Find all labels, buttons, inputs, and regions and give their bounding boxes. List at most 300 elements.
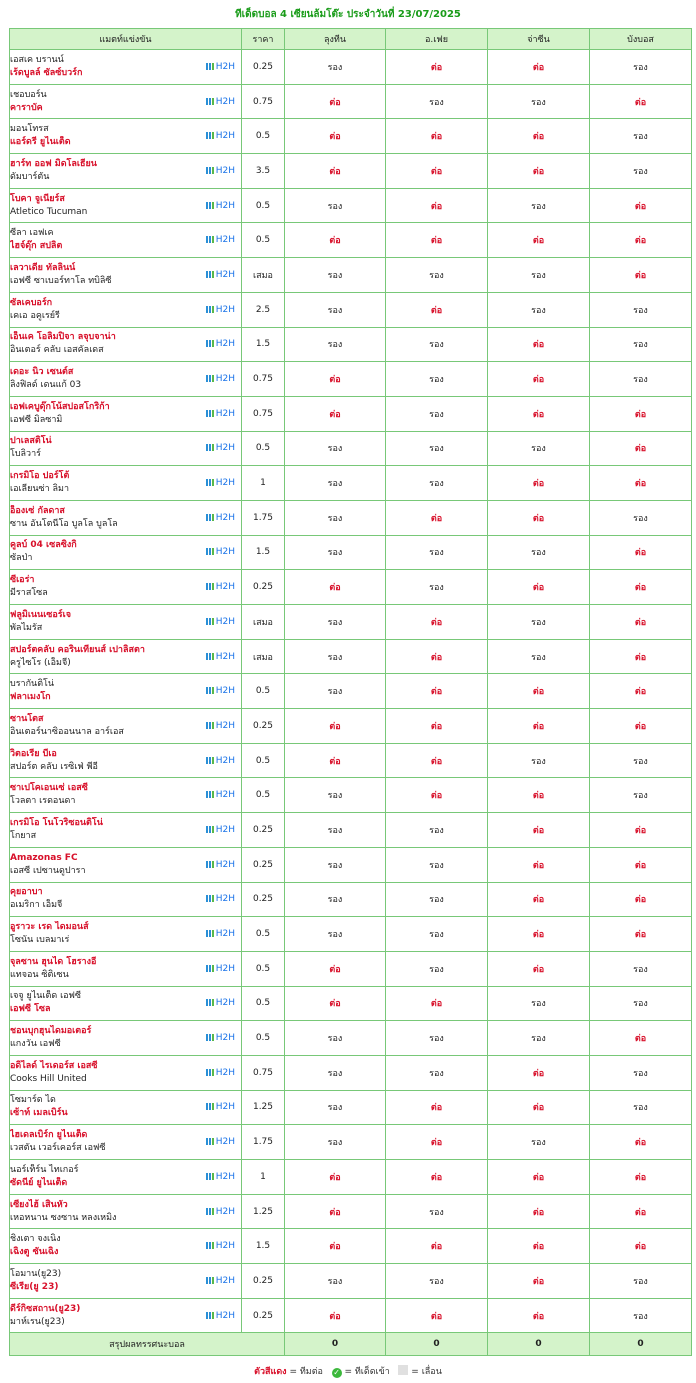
match-cell bbox=[10, 743, 242, 778]
pick-cell: รอง bbox=[488, 431, 590, 466]
stats-bar-icon bbox=[206, 1242, 214, 1249]
stats-bar-icon bbox=[206, 861, 214, 868]
home-team: อูราวะ เรด ไดมอนส์ bbox=[10, 922, 89, 933]
pick-cell: รอง bbox=[488, 84, 590, 119]
pick-cell: ต่อ bbox=[386, 709, 488, 744]
h2h-label: H2H bbox=[215, 165, 235, 176]
pick-cell: ต่อ bbox=[488, 1298, 590, 1333]
h2h-label: H2H bbox=[215, 1275, 235, 1286]
header-tipster-4: บังบอส bbox=[590, 29, 692, 50]
away-team: คาราบัค bbox=[10, 102, 43, 113]
h2h-link[interactable] bbox=[206, 60, 235, 74]
table-row bbox=[10, 292, 692, 327]
legend-grey-desc: = เลื่อน bbox=[411, 1367, 442, 1377]
legend-red-desc: = ทีมต่อ bbox=[289, 1367, 323, 1377]
pick-cell: รอง bbox=[386, 466, 488, 501]
pick-cell: ต่อ bbox=[590, 466, 692, 501]
table-row bbox=[10, 396, 692, 431]
pick-cell: รอง bbox=[590, 951, 692, 986]
pick-cell: รอง bbox=[285, 327, 386, 362]
h2h-label: H2H bbox=[215, 859, 235, 870]
price-cell: 0.5 bbox=[242, 986, 285, 1021]
match-cell bbox=[10, 223, 242, 258]
home-team: เกรมิโอ โนโวริซอนติโน่ bbox=[10, 817, 103, 828]
stats-bar-icon bbox=[206, 895, 214, 902]
h2h-link[interactable] bbox=[206, 650, 235, 664]
stats-bar-icon bbox=[206, 306, 214, 313]
h2h-link[interactable] bbox=[206, 199, 235, 213]
pick-cell: รอง bbox=[386, 362, 488, 397]
price-cell: 0.25 bbox=[242, 1298, 285, 1333]
match-cell bbox=[10, 327, 242, 362]
match-cell bbox=[10, 1090, 242, 1125]
match-cell bbox=[10, 674, 242, 709]
pick-cell: ต่อ bbox=[488, 847, 590, 882]
home-team: คูลบ์ 04 เซลซิงกิ bbox=[10, 540, 77, 551]
stats-bar-icon bbox=[206, 1312, 214, 1319]
price-cell: 0.5 bbox=[242, 223, 285, 258]
pick-cell: รอง bbox=[285, 1021, 386, 1056]
home-team: ชอนบุกฮุนไดมอเตอร์ bbox=[10, 1026, 92, 1037]
stats-bar-icon bbox=[206, 98, 214, 105]
pick-cell: รอง bbox=[488, 258, 590, 293]
h2h-link[interactable] bbox=[206, 407, 235, 421]
pick-cell: ต่อ bbox=[285, 154, 386, 189]
home-team: ซาเปโคเอนเซ่ เอสซี bbox=[10, 783, 88, 794]
pick-cell: รอง bbox=[386, 1021, 488, 1056]
pick-cell: รอง bbox=[285, 882, 386, 917]
h2h-label: H2H bbox=[215, 269, 235, 280]
home-team: เดอะ นิว เซนต์ส bbox=[10, 367, 74, 378]
pick-cell: รอง bbox=[590, 986, 692, 1021]
pick-cell: รอง bbox=[386, 258, 488, 293]
stats-bar-icon bbox=[206, 653, 214, 660]
h2h-label: H2H bbox=[215, 1310, 235, 1321]
pick-cell: ต่อ bbox=[488, 674, 590, 709]
pick-cell: ต่อ bbox=[386, 1229, 488, 1264]
home-team: สปอร์ตคลับ คอรินเทียนส์ เปาลิสตา bbox=[10, 644, 145, 655]
home-team: ซัลเคบอร์ก bbox=[10, 297, 53, 308]
table-row bbox=[10, 327, 692, 362]
away-team: ซัดนีย์ ยูไนเต็ด bbox=[10, 1177, 68, 1188]
h2h-link[interactable] bbox=[206, 823, 235, 837]
home-team: โบคา จูเนียร์ส bbox=[10, 193, 65, 204]
h2h-link[interactable] bbox=[206, 1205, 235, 1219]
h2h-label: H2H bbox=[215, 235, 235, 246]
pick-cell: ต่อ bbox=[590, 813, 692, 848]
match-cell bbox=[10, 1021, 242, 1056]
home-team: จุลซาน ฮุนได โฮรางอี bbox=[10, 956, 97, 967]
away-team: โซนัน เบลมาเร่ bbox=[10, 935, 70, 946]
pick-cell: รอง bbox=[488, 188, 590, 223]
match-cell bbox=[10, 500, 242, 535]
pick-cell: รอง bbox=[285, 674, 386, 709]
h2h-link[interactable] bbox=[206, 1170, 235, 1184]
away-team: โบลิวาร์ bbox=[10, 449, 42, 460]
h2h-link[interactable] bbox=[206, 511, 235, 525]
pick-cell: ต่อ bbox=[590, 223, 692, 258]
h2h-label: H2H bbox=[215, 131, 235, 142]
pick-cell: รอง bbox=[285, 50, 386, 85]
away-team: เอฟซี โซล bbox=[10, 1004, 51, 1015]
pick-cell: รอง bbox=[386, 1194, 488, 1229]
pick-cell: ต่อ bbox=[285, 1298, 386, 1333]
pick-cell: ต่อ bbox=[285, 119, 386, 154]
match-cell bbox=[10, 882, 242, 917]
match-cell bbox=[10, 709, 242, 744]
stats-bar-icon bbox=[206, 1034, 214, 1041]
home-team: ฮาร์ท ออฟ มิดโลเธียน bbox=[10, 158, 97, 169]
pick-cell: รอง bbox=[590, 1298, 692, 1333]
away-team: โวลตา เรดอนดา bbox=[10, 796, 76, 807]
home-team: วิตอเรีย บีเอ bbox=[10, 748, 57, 759]
h2h-link[interactable] bbox=[206, 962, 235, 976]
match-cell bbox=[10, 605, 242, 640]
price-cell: 0.25 bbox=[242, 882, 285, 917]
pick-cell: รอง bbox=[590, 1090, 692, 1125]
match-cell bbox=[10, 639, 242, 674]
pick-cell: ต่อ bbox=[590, 188, 692, 223]
pick-cell: ต่อ bbox=[590, 1160, 692, 1195]
pick-cell: ต่อ bbox=[590, 1125, 692, 1160]
h2h-label: H2H bbox=[215, 1171, 235, 1182]
pick-cell: ต่อ bbox=[386, 639, 488, 674]
table-row bbox=[10, 1055, 692, 1090]
away-team: เวสตัน เวอร์เคอร์ส เอฟซี bbox=[10, 1143, 106, 1154]
h2h-label: H2H bbox=[215, 824, 235, 835]
h2h-label: H2H bbox=[215, 1137, 235, 1148]
h2h-label: H2H bbox=[215, 61, 235, 72]
h2h-link[interactable] bbox=[206, 95, 235, 109]
h2h-link[interactable] bbox=[206, 1309, 235, 1323]
pick-cell: ต่อ bbox=[590, 84, 692, 119]
pick-cell: ต่อ bbox=[386, 986, 488, 1021]
pick-cell: ต่อ bbox=[590, 847, 692, 882]
h2h-link[interactable] bbox=[206, 268, 235, 282]
pick-cell: ต่อ bbox=[488, 154, 590, 189]
h2h-label: H2H bbox=[215, 443, 235, 454]
pick-cell: รอง bbox=[488, 535, 590, 570]
home-team: เอ็นเค โอลิมปิจา ลจุบจาน่า bbox=[10, 332, 116, 343]
away-team: สปอร์ต คลับ เรซิเฟ่ พีอี bbox=[10, 761, 98, 772]
h2h-link[interactable] bbox=[206, 927, 235, 941]
match-cell bbox=[10, 813, 242, 848]
table-row bbox=[10, 119, 692, 154]
table-row bbox=[10, 258, 692, 293]
pick-cell: รอง bbox=[386, 431, 488, 466]
price-cell: 0.5 bbox=[242, 119, 285, 154]
pick-cell: รอง bbox=[488, 743, 590, 778]
away-team: เซ้าท์ เมลเบิร์น bbox=[10, 1108, 68, 1119]
price-cell: 0.5 bbox=[242, 188, 285, 223]
pick-cell: ต่อ bbox=[386, 1090, 488, 1125]
home-team: คุยอาบา bbox=[10, 887, 43, 898]
h2h-label: H2H bbox=[215, 408, 235, 419]
price-cell: 0.5 bbox=[242, 917, 285, 952]
table-row bbox=[10, 1194, 692, 1229]
stats-bar-icon bbox=[206, 757, 214, 764]
home-team: โอมาน(ยู23) bbox=[10, 1268, 62, 1279]
pick-cell: รอง bbox=[590, 743, 692, 778]
pick-cell: ต่อ bbox=[285, 951, 386, 986]
legend bbox=[0, 1364, 696, 1378]
pick-cell: รอง bbox=[285, 431, 386, 466]
match-cell bbox=[10, 396, 242, 431]
h2h-label: H2H bbox=[215, 1206, 235, 1217]
match-cell bbox=[10, 1125, 242, 1160]
pick-cell: ต่อ bbox=[590, 396, 692, 431]
pick-cell: ต่อ bbox=[386, 500, 488, 535]
h2h-label: H2H bbox=[215, 547, 235, 558]
pick-cell: รอง bbox=[386, 535, 488, 570]
h2h-label: H2H bbox=[215, 686, 235, 697]
table-row bbox=[10, 605, 692, 640]
pick-cell: รอง bbox=[386, 847, 488, 882]
h2h-link[interactable] bbox=[206, 580, 235, 594]
h2h-label: H2H bbox=[215, 929, 235, 940]
pick-cell: รอง bbox=[386, 951, 488, 986]
pick-cell: รอง bbox=[386, 327, 488, 362]
h2h-link[interactable] bbox=[206, 892, 235, 906]
table-row bbox=[10, 917, 692, 952]
away-team: เอสซี เปซานดูปารา bbox=[10, 865, 86, 876]
pick-cell: รอง bbox=[590, 154, 692, 189]
away-team: เคเอ อคูเรย์รี bbox=[10, 310, 60, 321]
h2h-link[interactable] bbox=[206, 1100, 235, 1114]
pick-cell: ต่อ bbox=[590, 674, 692, 709]
away-team: อเมริกา เอ็มจี bbox=[10, 900, 63, 911]
pick-cell: ต่อ bbox=[285, 362, 386, 397]
stats-bar-icon bbox=[206, 930, 214, 937]
away-team: ซัลป่า bbox=[10, 553, 33, 564]
pick-cell: รอง bbox=[285, 535, 386, 570]
pick-cell: รอง bbox=[386, 84, 488, 119]
h2h-link[interactable] bbox=[206, 303, 235, 317]
pick-cell: รอง bbox=[590, 362, 692, 397]
pick-cell: รอง bbox=[285, 605, 386, 640]
price-cell: 0.5 bbox=[242, 743, 285, 778]
h2h-link[interactable] bbox=[206, 1135, 235, 1149]
away-team: แอร์ดรี่ ยูไนเต็ด bbox=[10, 137, 71, 148]
summary-value-1: 0 bbox=[285, 1333, 386, 1356]
match-cell bbox=[10, 431, 242, 466]
h2h-link[interactable] bbox=[206, 337, 235, 351]
pick-cell: ต่อ bbox=[590, 709, 692, 744]
away-team: เอเลียนซ่า ลิมา bbox=[10, 484, 70, 495]
home-team: เอฟเคบูดุ๊กโน้สปอสโกริก้า bbox=[10, 401, 110, 412]
pick-cell: ต่อ bbox=[386, 605, 488, 640]
match-cell bbox=[10, 84, 242, 119]
h2h-link[interactable] bbox=[206, 615, 235, 629]
pick-cell: ต่อ bbox=[386, 50, 488, 85]
match-cell bbox=[10, 1194, 242, 1229]
pick-cell: รอง bbox=[285, 258, 386, 293]
pick-cell: ต่อ bbox=[488, 778, 590, 813]
price-cell: 0.5 bbox=[242, 431, 285, 466]
price-cell: 1 bbox=[242, 466, 285, 501]
away-team: เอฟซี ซาเบอร์ทาโล ทบิลิซี bbox=[10, 275, 112, 286]
pick-cell: ต่อ bbox=[488, 396, 590, 431]
table-row bbox=[10, 1298, 692, 1333]
h2h-link[interactable] bbox=[206, 233, 235, 247]
h2h-link[interactable] bbox=[206, 719, 235, 733]
pick-cell: รอง bbox=[488, 605, 590, 640]
pick-cell: ต่อ bbox=[488, 1160, 590, 1195]
table-row bbox=[10, 1229, 692, 1264]
pick-cell: รอง bbox=[386, 882, 488, 917]
price-cell: 1.75 bbox=[242, 500, 285, 535]
price-cell: 1.25 bbox=[242, 1194, 285, 1229]
price-cell: 0.25 bbox=[242, 709, 285, 744]
h2h-link[interactable] bbox=[206, 754, 235, 768]
h2h-link[interactable] bbox=[206, 1066, 235, 1080]
table-row bbox=[10, 1160, 692, 1195]
away-team: ซาน อันโตนีโอ บูลโล บูลโล bbox=[10, 518, 118, 529]
price-cell: 0.5 bbox=[242, 674, 285, 709]
away-team: แทจอน ซิติเซน bbox=[10, 969, 69, 980]
h2h-link[interactable] bbox=[206, 858, 235, 872]
table-row bbox=[10, 951, 692, 986]
away-team: ครูไซโร (เอ็มจี) bbox=[10, 657, 71, 668]
away-team: แกงวัน เอฟซี bbox=[10, 1039, 61, 1050]
h2h-label: H2H bbox=[215, 651, 235, 662]
pick-cell: รอง bbox=[285, 1125, 386, 1160]
pick-cell: รอง bbox=[386, 1264, 488, 1299]
pick-cell: ต่อ bbox=[386, 119, 488, 154]
home-team: เลวาเดีย ทัลลินน์ bbox=[10, 262, 76, 273]
h2h-link[interactable] bbox=[206, 684, 235, 698]
pick-cell: ต่อ bbox=[386, 674, 488, 709]
pick-cell: รอง bbox=[590, 50, 692, 85]
pick-cell: ต่อ bbox=[488, 1229, 590, 1264]
match-cell bbox=[10, 535, 242, 570]
h2h-link[interactable] bbox=[206, 996, 235, 1010]
h2h-link[interactable] bbox=[206, 1274, 235, 1288]
home-team: ปาเลสติโน่ bbox=[10, 436, 52, 447]
stats-bar-icon bbox=[206, 1208, 214, 1215]
pick-cell: รอง bbox=[285, 292, 386, 327]
h2h-label: H2H bbox=[215, 96, 235, 107]
h2h-label: H2H bbox=[215, 1241, 235, 1252]
stats-bar-icon bbox=[206, 479, 214, 486]
summary-label: สรุปผลทรรศนะบอล bbox=[10, 1333, 285, 1356]
pick-cell: รอง bbox=[285, 639, 386, 674]
pick-cell: รอง bbox=[488, 986, 590, 1021]
h2h-label: H2H bbox=[215, 894, 235, 905]
match-cell bbox=[10, 1229, 242, 1264]
check-icon: ✓ bbox=[333, 1368, 340, 1377]
match-cell bbox=[10, 1055, 242, 1090]
stats-bar-icon bbox=[206, 1103, 214, 1110]
match-cell bbox=[10, 1264, 242, 1299]
stats-bar-icon bbox=[206, 375, 214, 382]
pick-cell: รอง bbox=[590, 500, 692, 535]
pick-cell: ต่อ bbox=[386, 188, 488, 223]
away-team: มาห์เรน(ยู23) bbox=[10, 1316, 65, 1327]
h2h-label: H2H bbox=[215, 1033, 235, 1044]
stats-bar-icon bbox=[206, 1277, 214, 1284]
match-cell bbox=[10, 292, 242, 327]
pick-cell: ต่อ bbox=[285, 709, 386, 744]
price-cell: 2.5 bbox=[242, 292, 285, 327]
h2h-link[interactable] bbox=[206, 441, 235, 455]
away-team: Cooks Hill United bbox=[10, 1073, 87, 1084]
pick-cell: ต่อ bbox=[285, 84, 386, 119]
pick-cell: ต่อ bbox=[488, 466, 590, 501]
h2h-label: H2H bbox=[215, 720, 235, 731]
match-cell bbox=[10, 258, 242, 293]
table-row bbox=[10, 50, 692, 85]
stats-bar-icon bbox=[206, 687, 214, 694]
h2h-link[interactable] bbox=[206, 129, 235, 143]
pick-cell: ต่อ bbox=[386, 154, 488, 189]
pick-cell: ต่อ bbox=[488, 50, 590, 85]
h2h-link[interactable] bbox=[206, 476, 235, 490]
price-cell: 0.75 bbox=[242, 1055, 285, 1090]
table-row bbox=[10, 535, 692, 570]
pick-cell: ต่อ bbox=[590, 1229, 692, 1264]
pick-cell: รอง bbox=[285, 1055, 386, 1090]
stats-bar-icon bbox=[206, 1173, 214, 1180]
pick-cell: รอง bbox=[285, 500, 386, 535]
pick-cell: ต่อ bbox=[488, 709, 590, 744]
pick-cell: รอง bbox=[285, 778, 386, 813]
stats-bar-icon bbox=[206, 444, 214, 451]
table-row bbox=[10, 743, 692, 778]
home-team: ซานโตส bbox=[10, 713, 44, 724]
pick-cell: ต่อ bbox=[590, 535, 692, 570]
h2h-label: H2H bbox=[215, 478, 235, 489]
header-tipster-3: จ่าซีน bbox=[488, 29, 590, 50]
table-row bbox=[10, 500, 692, 535]
pick-cell: ต่อ bbox=[488, 570, 590, 605]
table-row bbox=[10, 1264, 692, 1299]
away-team: Atletico Tucuman bbox=[10, 206, 88, 217]
away-team: ไฮจ์ดุ๊ก สปลิต bbox=[10, 241, 63, 252]
price-cell: 0.5 bbox=[242, 1021, 285, 1056]
table-row bbox=[10, 1090, 692, 1125]
away-team: ฟลาเมงโก bbox=[10, 692, 51, 703]
pick-cell: ต่อ bbox=[488, 327, 590, 362]
home-team: ซีลา เอฟเค bbox=[10, 228, 54, 239]
h2h-link[interactable] bbox=[206, 1239, 235, 1253]
h2h-label: H2H bbox=[215, 512, 235, 523]
price-cell: 0.25 bbox=[242, 813, 285, 848]
h2h-link[interactable] bbox=[206, 372, 235, 386]
stats-bar-icon bbox=[206, 1069, 214, 1076]
pick-cell: ต่อ bbox=[590, 1021, 692, 1056]
pick-cell: รอง bbox=[285, 188, 386, 223]
pick-cell: ต่อ bbox=[590, 570, 692, 605]
price-cell: 1.75 bbox=[242, 1125, 285, 1160]
price-cell: 0.25 bbox=[242, 1264, 285, 1299]
pick-cell: รอง bbox=[488, 292, 590, 327]
price-cell: 0.5 bbox=[242, 778, 285, 813]
pick-cell: รอง bbox=[386, 396, 488, 431]
price-cell: 0.25 bbox=[242, 50, 285, 85]
match-cell bbox=[10, 1298, 242, 1333]
h2h-link[interactable] bbox=[206, 788, 235, 802]
h2h-link[interactable] bbox=[206, 545, 235, 559]
table-row bbox=[10, 709, 692, 744]
home-team: เชอบอร์น bbox=[10, 89, 47, 100]
match-cell bbox=[10, 951, 242, 986]
h2h-link[interactable] bbox=[206, 1031, 235, 1045]
price-cell: 3.5 bbox=[242, 154, 285, 189]
h2h-link[interactable] bbox=[206, 164, 235, 178]
pick-cell: ต่อ bbox=[590, 605, 692, 640]
stats-bar-icon bbox=[206, 236, 214, 243]
